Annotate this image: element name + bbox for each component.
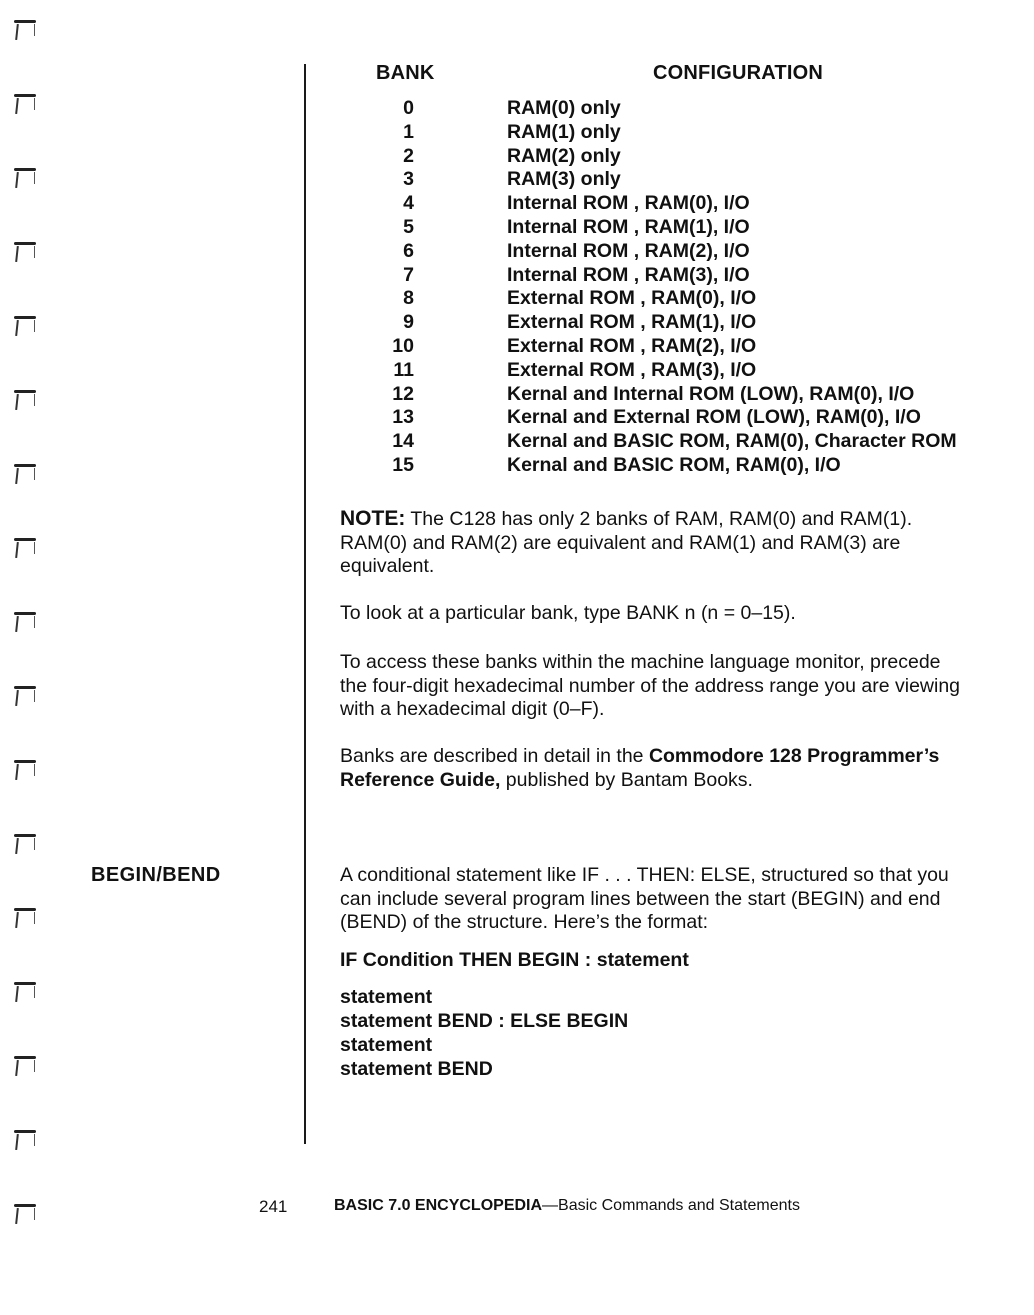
bank-configuration: Kernal and Internal ROM (LOW), RAM(0), I/O <box>507 382 915 405</box>
table-row <box>370 216 1010 240</box>
bank-number: 11 <box>393 358 414 381</box>
binder-hole <box>10 1056 40 1096</box>
bank-configuration: Internal ROM , RAM(2), I/O <box>507 239 750 262</box>
bank-number: 0 <box>403 97 414 119</box>
page-number: 241 <box>259 1197 288 1216</box>
format-line-1: IF Condition THEN BEGIN : statement <box>340 949 689 971</box>
table-row <box>370 359 1010 383</box>
reference-after: published by Bantam Books. <box>500 768 753 791</box>
note-text: The C128 has only 2 banks of RAM, RAM(0) and RAM(1). RAM(0) and RAM(2) are equivalent and RAM(1) and RAM(3) are equivalent. <box>340 508 913 577</box>
bank-number: 4 <box>403 192 414 215</box>
bank-number: 6 <box>403 239 414 262</box>
bank-number: 3 <box>403 168 414 191</box>
bank-configuration: RAM(0) only <box>507 97 621 119</box>
bank-configuration: RAM(2) only <box>507 144 621 167</box>
binder-hole <box>10 316 40 356</box>
bank-configuration: RAM(1) only <box>507 120 621 143</box>
bank-number: 14 <box>392 430 414 453</box>
bank-configuration: Kernal and External ROM (LOW), RAM(0), I/O <box>507 406 921 429</box>
binder-hole <box>10 1130 40 1170</box>
binder-hole <box>10 834 40 874</box>
binder-hole <box>10 982 40 1022</box>
bank-configuration: External ROM , RAM(0), I/O <box>507 287 757 310</box>
bank-configuration: Internal ROM , RAM(3), I/O <box>507 263 750 286</box>
note-paragraph <box>340 507 970 579</box>
bank-configuration: External ROM , RAM(1), I/O <box>507 311 757 334</box>
binder-hole <box>10 760 40 800</box>
format-line: statement <box>340 1034 433 1056</box>
monitor-paragraph: To access these banks within the machine language monitor, precede the four-digit hexadecimal number of the address range you are viewing with a hexadecimal digit (0–F). <box>340 651 961 720</box>
bank-configuration: Internal ROM , RAM(1), I/O <box>507 215 750 238</box>
table-row <box>370 97 1010 121</box>
binder-hole <box>10 242 40 282</box>
format-line: statement BEND <box>340 1058 493 1080</box>
reference-paragraph <box>340 745 970 792</box>
reference-before: Banks are described in detail in the <box>340 745 649 767</box>
table-row <box>370 335 1010 359</box>
binder-hole <box>10 1204 40 1244</box>
bank-number: 10 <box>392 334 414 357</box>
reference-book-title: Commodore 128 Programmer’s Reference Guide, <box>340 745 940 791</box>
begin-bend-description: A conditional statement like IF . . . THEN: ELSE, structured so that you can include several program lines between the start (BEGIN) and end (BEND) of the structure. Here’s the format: <box>340 864 949 933</box>
table-row <box>370 287 1010 311</box>
table-header-bank: BANK <box>376 62 435 84</box>
column-rule <box>304 64 306 1144</box>
binder-hole <box>10 390 40 430</box>
running-head-title: BASIC 7.0 ENCYCLOPEDIA <box>334 1197 543 1214</box>
note-label: NOTE: <box>340 507 406 530</box>
binder-hole <box>10 538 40 578</box>
table-row <box>370 406 1010 430</box>
bank-configuration: External ROM , RAM(3), I/O <box>507 358 757 381</box>
table-row <box>370 145 1010 169</box>
table-row <box>370 168 1010 192</box>
bank-number: 7 <box>403 263 414 286</box>
format-block <box>340 985 628 1081</box>
binder-hole <box>10 612 40 652</box>
table-row <box>370 383 1010 407</box>
table-row <box>370 311 1010 335</box>
bank-configuration-table <box>370 97 1010 478</box>
bank-configuration: RAM(3) only <box>507 168 621 191</box>
table-row <box>370 240 1010 264</box>
table-row <box>370 264 1010 288</box>
table-row <box>370 454 1010 478</box>
binder-hole <box>10 168 40 208</box>
bank-number: 1 <box>403 120 414 143</box>
format-line: statement <box>340 986 433 1008</box>
format-line: statement BEND : ELSE BEGIN <box>340 1010 629 1032</box>
table-row <box>370 192 1010 216</box>
binder-holes <box>0 0 60 1315</box>
binder-hole <box>10 908 40 948</box>
table-row <box>370 430 1010 454</box>
running-head-subtitle: —Basic Commands and Statements <box>542 1197 800 1214</box>
binder-hole <box>10 94 40 134</box>
bank-command-paragraph: To look at a particular bank, type BANK n (n = 0–15). <box>340 602 796 624</box>
bank-configuration: External ROM , RAM(2), I/O <box>507 334 757 357</box>
binder-hole <box>10 686 40 726</box>
running-head <box>334 1197 800 1215</box>
bank-number: 5 <box>403 215 414 238</box>
bank-number: 13 <box>392 406 414 429</box>
binder-hole <box>10 464 40 504</box>
bank-configuration: Kernal and BASIC ROM, RAM(0), Character ROM <box>507 430 957 453</box>
binder-hole <box>10 20 40 60</box>
section-heading-begin-bend: BEGIN/BEND <box>91 864 221 886</box>
bank-number: 8 <box>403 287 414 310</box>
bank-number: 15 <box>392 453 414 476</box>
bank-configuration: Kernal and BASIC ROM, RAM(0), I/O <box>507 453 841 476</box>
bank-number: 12 <box>392 382 414 405</box>
bank-configuration: Internal ROM , RAM(0), I/O <box>507 192 750 215</box>
bank-number: 2 <box>403 144 414 167</box>
bank-number: 9 <box>403 311 414 334</box>
table-header-configuration: CONFIGURATION <box>653 62 823 84</box>
table-row <box>370 121 1010 145</box>
